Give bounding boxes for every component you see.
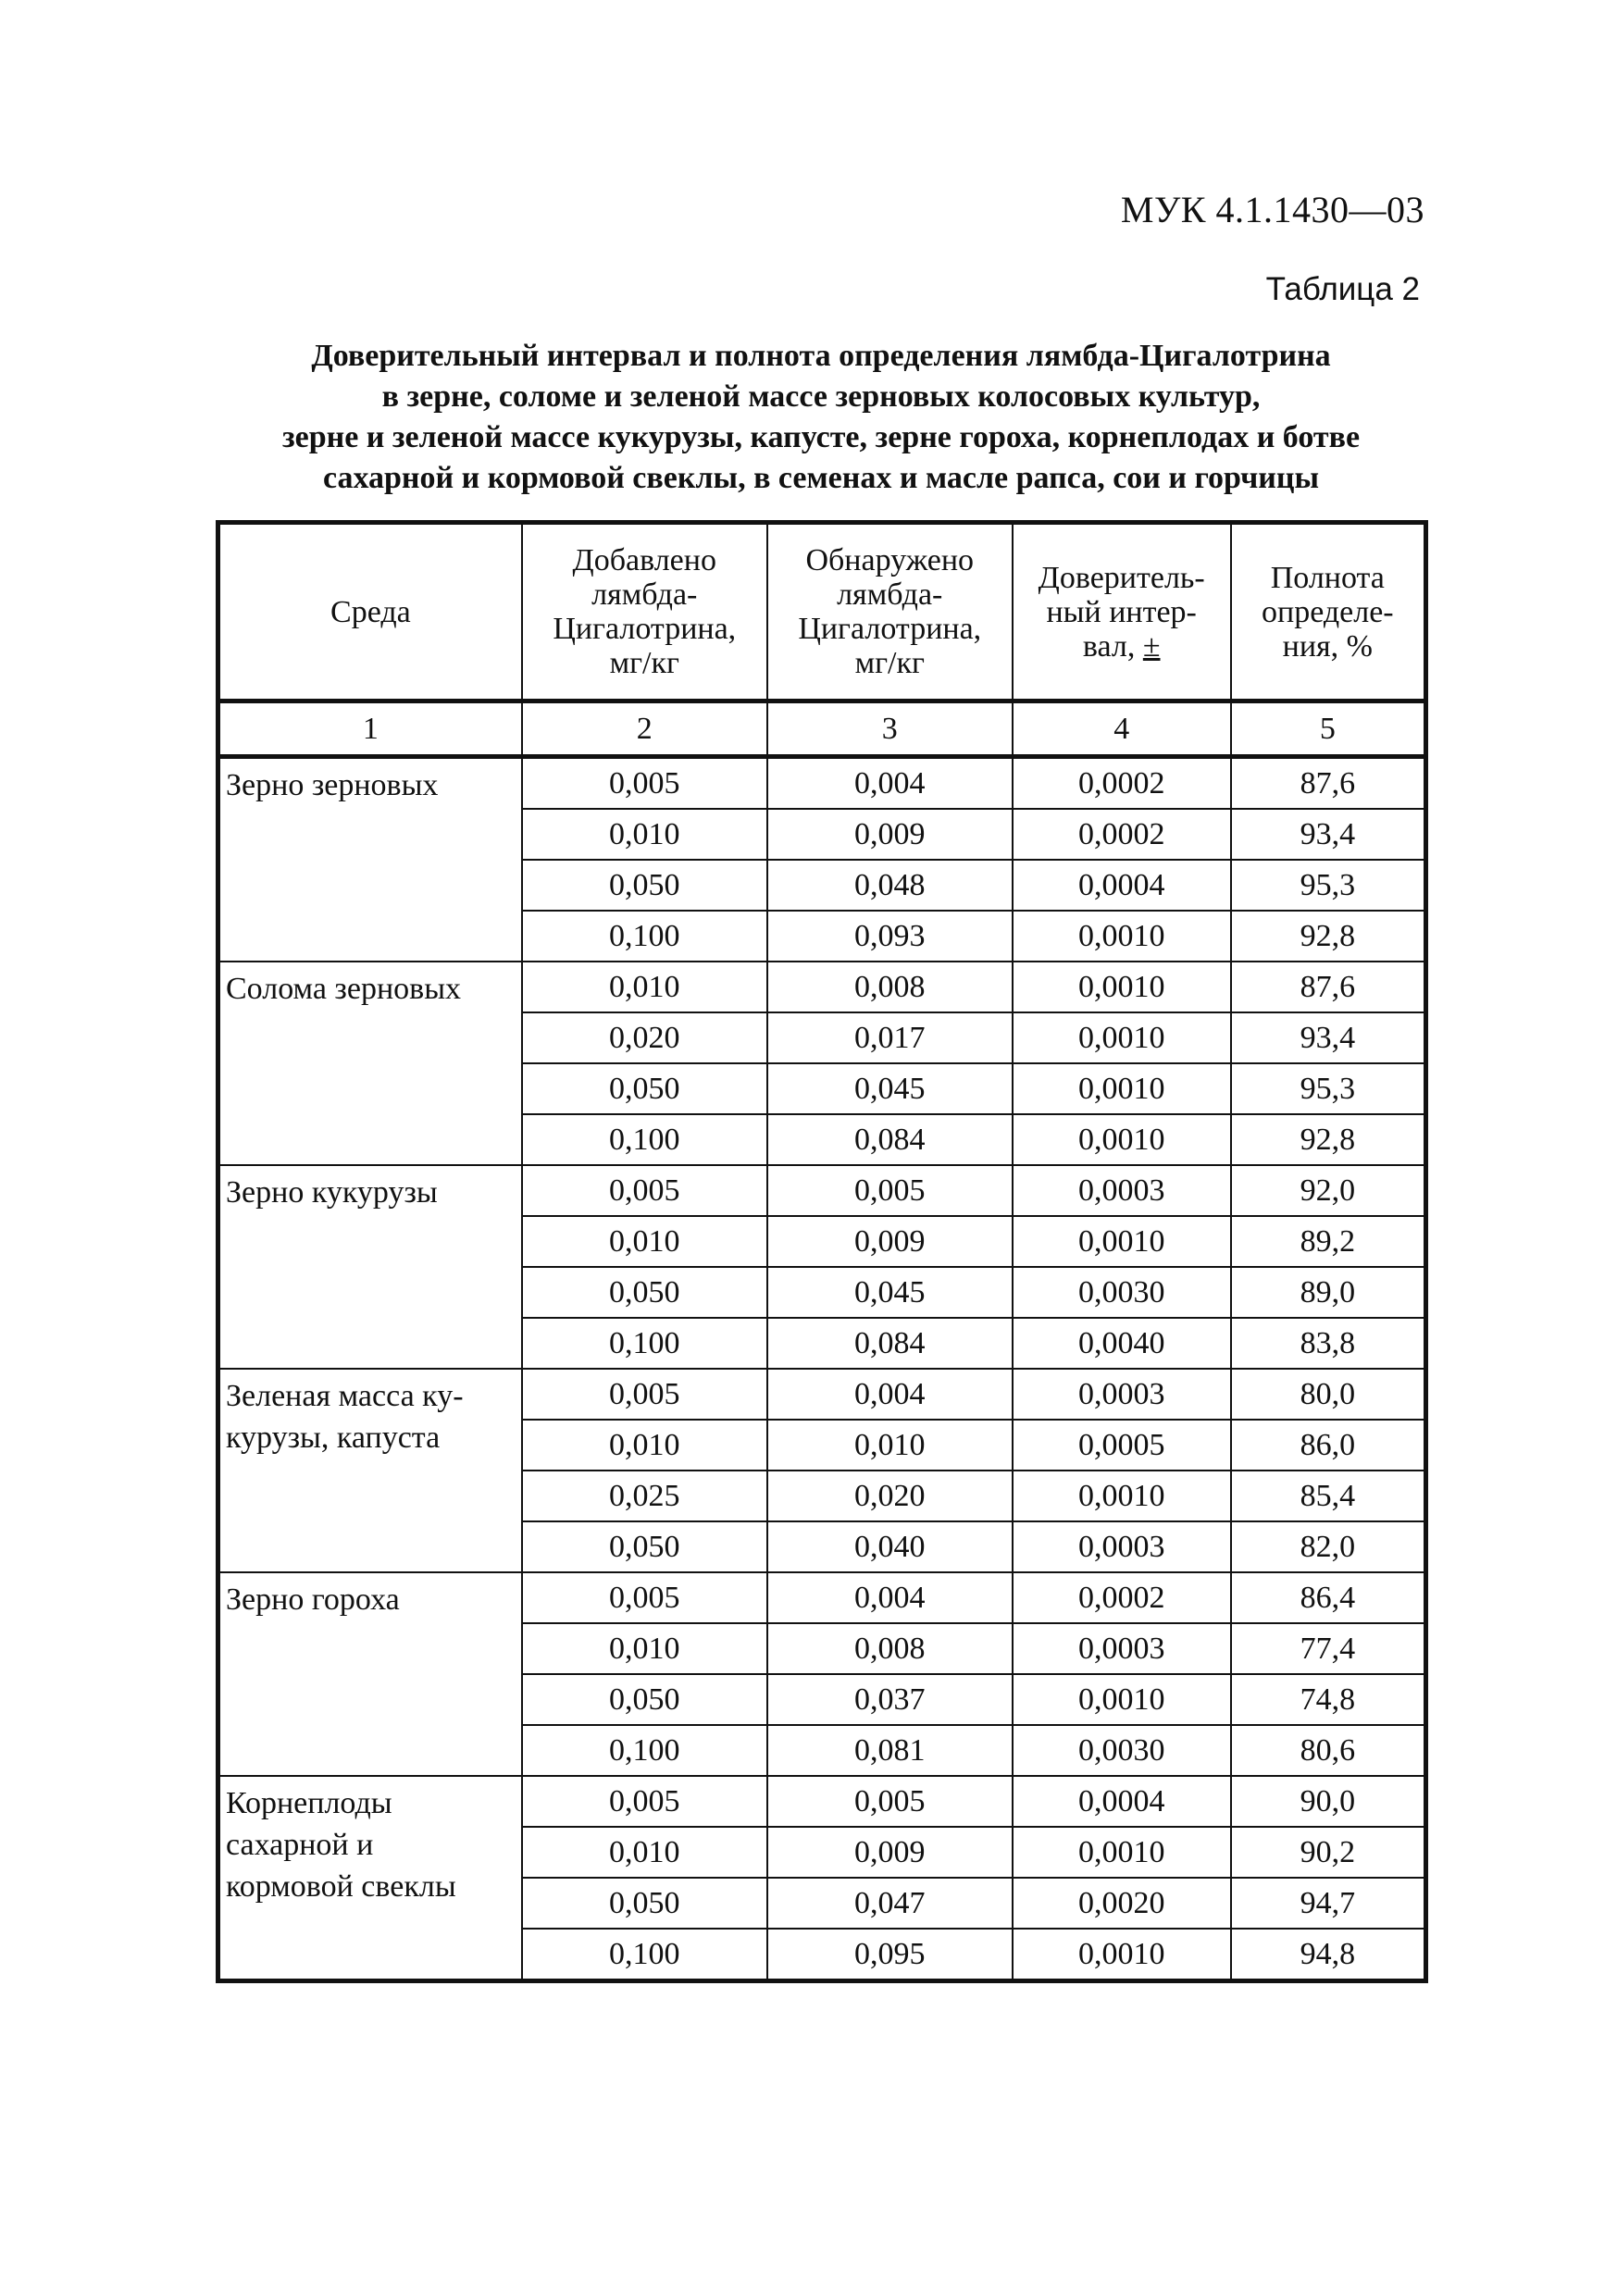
- found-value-cell: 0,037: [767, 1674, 1013, 1725]
- interval-value-cell: 0,0010: [1013, 1063, 1231, 1114]
- medium-cell: [218, 1776, 522, 1981]
- added-value-cell: 0,100: [522, 911, 767, 962]
- interval-value-cell: 0,0003: [1013, 1165, 1231, 1216]
- added-value-cell: 0,005: [522, 1572, 767, 1623]
- found-value-cell: 0,008: [767, 962, 1013, 1012]
- completeness-value-cell: 92,8: [1231, 911, 1426, 962]
- table-row: [218, 962, 1426, 1012]
- found-value-cell: 0,084: [767, 1114, 1013, 1165]
- completeness-value-cell: 89,2: [1231, 1216, 1426, 1267]
- completeness-value-cell: 95,3: [1231, 1063, 1426, 1114]
- medium-line: Корнеплоды: [226, 1786, 392, 1820]
- added-value-cell: 0,010: [522, 1827, 767, 1878]
- completeness-value-cell: 83,8: [1231, 1318, 1426, 1369]
- found-value-cell: 0,010: [767, 1420, 1013, 1471]
- interval-value-cell: 0,0002: [1013, 1572, 1231, 1623]
- column-number-row: [218, 701, 1426, 757]
- interval-value-cell: 0,0003: [1013, 1369, 1231, 1420]
- completeness-value-cell: 89,0: [1231, 1267, 1426, 1318]
- interval-value-cell: 0,0010: [1013, 962, 1231, 1012]
- found-value-cell: 0,095: [767, 1929, 1013, 1981]
- interval-value-cell: 0,0003: [1013, 1623, 1231, 1674]
- completeness-value-cell: 95,3: [1231, 860, 1426, 911]
- column-number: 3: [767, 701, 1013, 757]
- added-value-cell: 0,005: [522, 757, 767, 810]
- header-completeness: Полнота определе- ния, %: [1231, 523, 1426, 701]
- added-value-cell: 0,050: [522, 1063, 767, 1114]
- found-value-cell: 0,081: [767, 1725, 1013, 1776]
- medium-cell: [218, 757, 522, 962]
- found-value-cell: 0,009: [767, 1216, 1013, 1267]
- interval-value-cell: 0,0003: [1013, 1521, 1231, 1572]
- interval-value-cell: 0,0002: [1013, 809, 1231, 860]
- interval-value-cell: 0,0030: [1013, 1725, 1231, 1776]
- found-value-cell: 0,009: [767, 1827, 1013, 1878]
- table-body: [218, 757, 1426, 1981]
- completeness-value-cell: 87,6: [1231, 757, 1426, 810]
- found-value-cell: 0,009: [767, 809, 1013, 860]
- added-value-cell: 0,100: [522, 1725, 767, 1776]
- completeness-value-cell: 80,0: [1231, 1369, 1426, 1420]
- medium-line: кормовой свеклы: [226, 1869, 456, 1904]
- completeness-value-cell: 77,4: [1231, 1623, 1426, 1674]
- medium-line: курузы, капуста: [226, 1421, 441, 1455]
- table-label: Таблица 2: [1265, 271, 1420, 307]
- medium-line: Солома зерновых: [226, 972, 462, 1006]
- completeness-value-cell: 93,4: [1231, 809, 1426, 860]
- found-value-cell: 0,093: [767, 911, 1013, 962]
- caption-line: в зерне, соломе и зеленой массе зерновых колосовых культур,: [381, 379, 1261, 414]
- medium-cell: [218, 1572, 522, 1776]
- added-value-cell: 0,005: [522, 1165, 767, 1216]
- found-value-cell: 0,020: [767, 1471, 1013, 1521]
- added-value-cell: 0,050: [522, 860, 767, 911]
- header-medium: Среда: [218, 523, 522, 701]
- completeness-value-cell: 74,8: [1231, 1674, 1426, 1725]
- table-row: [218, 757, 1426, 810]
- found-value-cell: 0,048: [767, 860, 1013, 911]
- interval-value-cell: 0,0004: [1013, 860, 1231, 911]
- found-value-cell: 0,084: [767, 1318, 1013, 1369]
- added-value-cell: 0,025: [522, 1471, 767, 1521]
- added-value-cell: 0,010: [522, 1623, 767, 1674]
- completeness-value-cell: 94,7: [1231, 1878, 1426, 1929]
- added-value-cell: 0,020: [522, 1012, 767, 1063]
- interval-value-cell: 0,0020: [1013, 1878, 1231, 1929]
- medium-line: Зерно гороха: [226, 1582, 400, 1617]
- interval-value-cell: 0,0030: [1013, 1267, 1231, 1318]
- completeness-value-cell: 90,0: [1231, 1776, 1426, 1827]
- added-value-cell: 0,010: [522, 1420, 767, 1471]
- completeness-value-cell: 92,0: [1231, 1165, 1426, 1216]
- interval-value-cell: 0,0040: [1013, 1318, 1231, 1369]
- added-value-cell: 0,010: [522, 962, 767, 1012]
- found-value-cell: 0,008: [767, 1623, 1013, 1674]
- caption-line: сахарной и кормовой свеклы, в семенах и масле рапса, сои и горчицы: [322, 461, 1320, 495]
- medium-cell: [218, 962, 522, 1165]
- header-found: Обнаружено лямбда- Цигалотрина, мг/кг: [767, 523, 1013, 701]
- completeness-value-cell: 87,6: [1231, 962, 1426, 1012]
- interval-value-cell: 0,0010: [1013, 1012, 1231, 1063]
- found-value-cell: 0,004: [767, 1572, 1013, 1623]
- medium-line: Зерно зерновых: [226, 768, 439, 802]
- column-number: 1: [218, 701, 522, 757]
- added-value-cell: 0,050: [522, 1878, 767, 1929]
- interval-value-cell: 0,0010: [1013, 1929, 1231, 1981]
- interval-value-cell: 0,0010: [1013, 1471, 1231, 1521]
- found-value-cell: 0,017: [767, 1012, 1013, 1063]
- completeness-value-cell: 86,4: [1231, 1572, 1426, 1623]
- document-code: МУК 4.1.1430—03: [1120, 189, 1424, 230]
- interval-value-cell: 0,0010: [1013, 1216, 1231, 1267]
- header-row: [218, 523, 1426, 701]
- interval-value-cell: 0,0005: [1013, 1420, 1231, 1471]
- medium-line: Зерно кукурузы: [226, 1175, 438, 1210]
- completeness-value-cell: 94,8: [1231, 1929, 1426, 1981]
- interval-value-cell: 0,0010: [1013, 1114, 1231, 1165]
- completeness-value-cell: 93,4: [1231, 1012, 1426, 1063]
- interval-value-cell: 0,0010: [1013, 1674, 1231, 1725]
- interval-value-cell: 0,0010: [1013, 1827, 1231, 1878]
- header-added: Добавлено лямбда- Цигалотрина, мг/кг: [522, 523, 767, 701]
- column-number: 4: [1013, 701, 1231, 757]
- added-value-cell: 0,100: [522, 1318, 767, 1369]
- column-number: 2: [522, 701, 767, 757]
- added-value-cell: 0,010: [522, 809, 767, 860]
- added-value-cell: 0,050: [522, 1267, 767, 1318]
- column-number: 5: [1231, 701, 1426, 757]
- found-value-cell: 0,004: [767, 1369, 1013, 1420]
- found-value-cell: 0,040: [767, 1521, 1013, 1572]
- found-value-cell: 0,045: [767, 1063, 1013, 1114]
- caption-line: Доверительный интервал и полнота определения лямбда-Цигалотрина: [311, 339, 1331, 373]
- caption-line: зерне и зеленой массе кукурузы, капусте, зерне гороха, корнеплодах и ботве: [281, 420, 1361, 454]
- added-value-cell: 0,050: [522, 1674, 767, 1725]
- added-value-cell: 0,100: [522, 1114, 767, 1165]
- interval-value-cell: 0,0010: [1013, 911, 1231, 962]
- found-value-cell: 0,047: [767, 1878, 1013, 1929]
- table-row: [218, 1572, 1426, 1623]
- completeness-value-cell: 85,4: [1231, 1471, 1426, 1521]
- table-row: [218, 1776, 1426, 1827]
- medium-cell: [218, 1369, 522, 1572]
- found-value-cell: 0,005: [767, 1776, 1013, 1827]
- completeness-value-cell: 80,6: [1231, 1725, 1426, 1776]
- table-row: [218, 1165, 1426, 1216]
- added-value-cell: 0,010: [522, 1216, 767, 1267]
- added-value-cell: 0,005: [522, 1776, 767, 1827]
- completeness-value-cell: 90,2: [1231, 1827, 1426, 1878]
- added-value-cell: 0,100: [522, 1929, 767, 1981]
- medium-line: Зеленая масса ку-: [226, 1379, 464, 1413]
- found-value-cell: 0,005: [767, 1165, 1013, 1216]
- plus-minus-sign: ±: [1142, 628, 1161, 664]
- completeness-value-cell: 82,0: [1231, 1521, 1426, 1572]
- added-value-cell: 0,050: [522, 1521, 767, 1572]
- found-value-cell: 0,045: [767, 1267, 1013, 1318]
- interval-value-cell: 0,0004: [1013, 1776, 1231, 1827]
- added-value-cell: 0,005: [522, 1369, 767, 1420]
- interval-value-cell: 0,0002: [1013, 757, 1231, 810]
- completeness-value-cell: 92,8: [1231, 1114, 1426, 1165]
- medium-cell: [218, 1165, 522, 1369]
- results-table: [216, 520, 1428, 1983]
- medium-line: сахарной и: [226, 1828, 374, 1862]
- header-interval: Доверитель- ный интер- вал, ±: [1013, 523, 1231, 701]
- found-value-cell: 0,004: [767, 757, 1013, 810]
- completeness-value-cell: 86,0: [1231, 1420, 1426, 1471]
- table-row: [218, 1369, 1426, 1420]
- table-caption: [205, 336, 1437, 499]
